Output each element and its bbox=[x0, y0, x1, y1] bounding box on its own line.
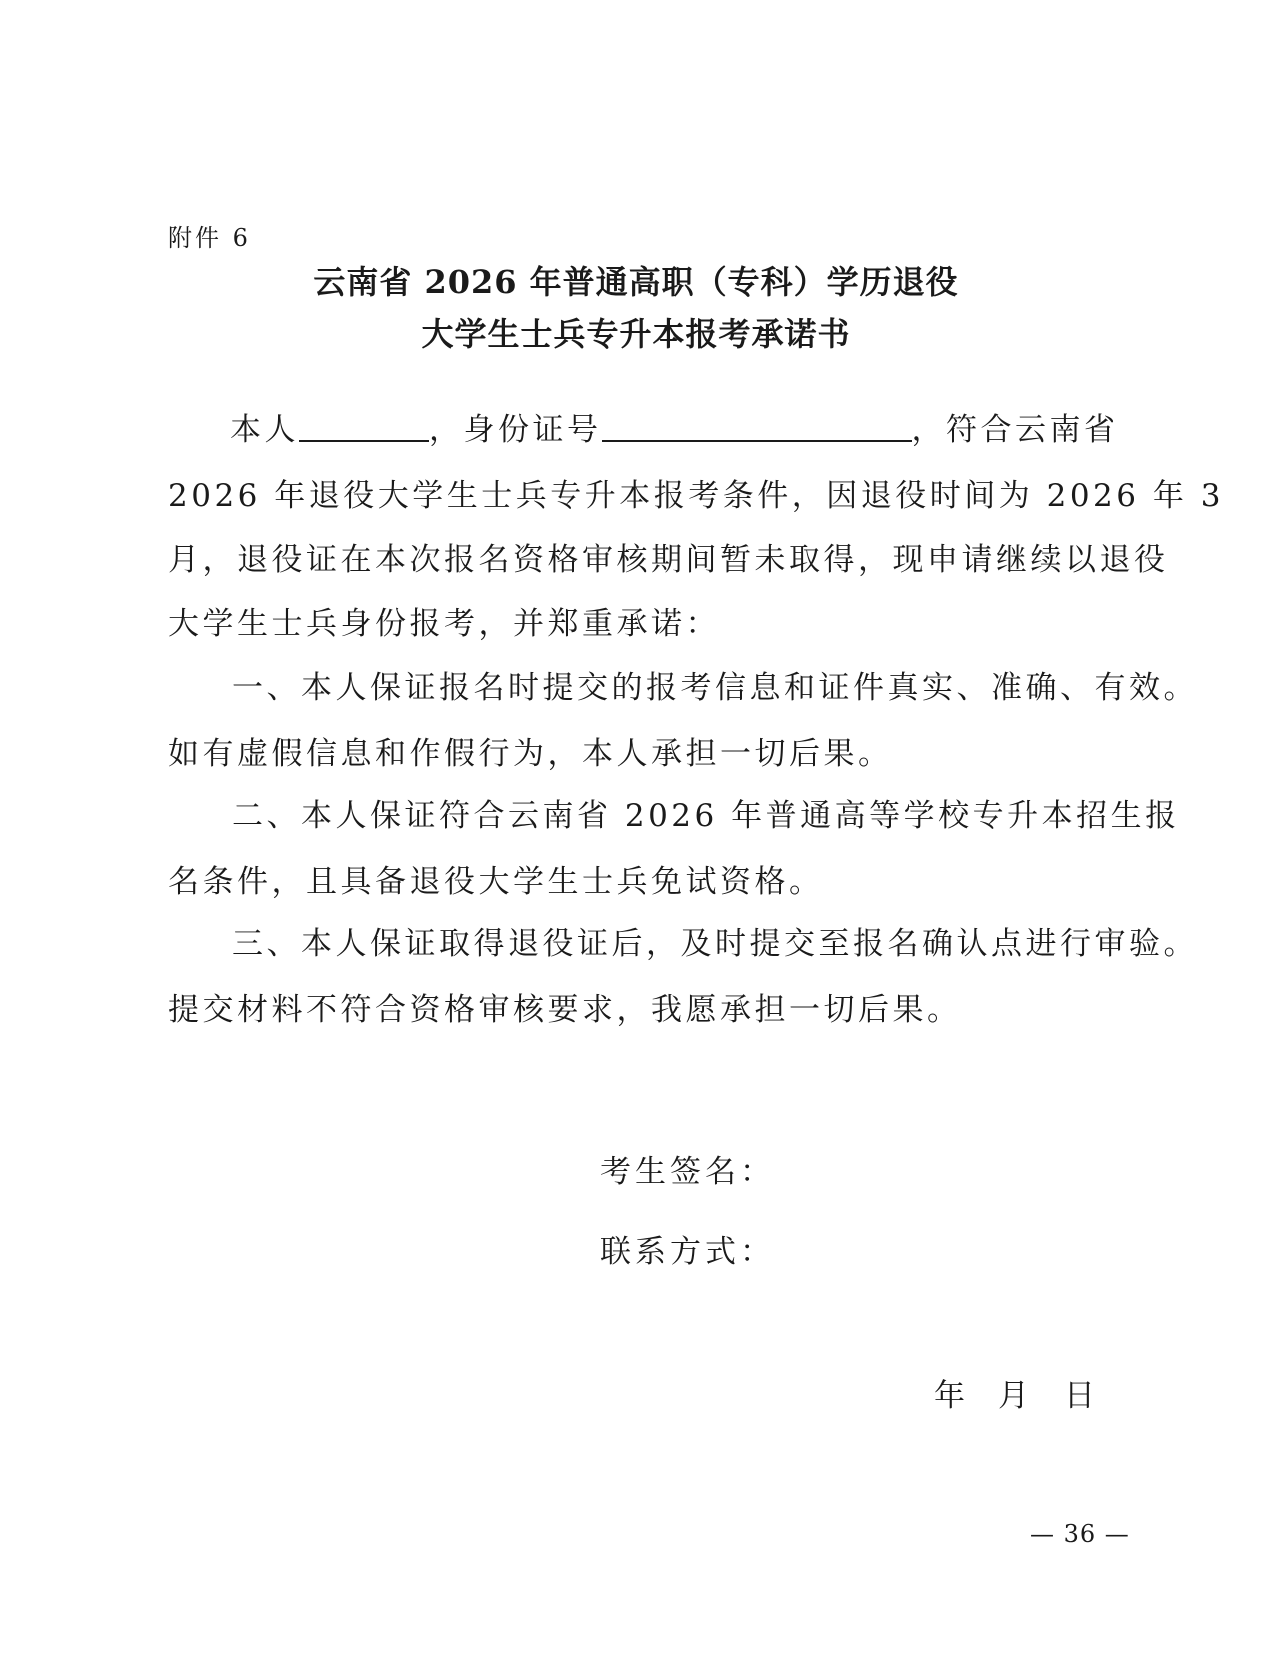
intro-mid: ，身份证号 bbox=[429, 412, 602, 448]
date-day: 日 bbox=[1064, 1378, 1095, 1414]
attachment-label: 附件 6 bbox=[168, 224, 251, 252]
pledge-2-line-2: 名条件，且具备退役大学生士兵免试资格。 bbox=[168, 864, 824, 900]
pledge-3-line-1: 三、本人保证取得退役证后，及时提交至报名确认点进行审验。 bbox=[232, 926, 1198, 962]
intro-line-2: 2026 年退役大学生士兵专升本报考条件，因退役时间为 2026 年 3 bbox=[168, 478, 1224, 514]
pledge-1-line-2: 如有虚假信息和作假行为，本人承担一切后果。 bbox=[168, 736, 893, 772]
title-line-2: 大学生士兵专升本报考承诺书 bbox=[421, 315, 851, 353]
contact-label: 联系方式： bbox=[600, 1234, 775, 1270]
pledge-3-line-2: 提交材料不符合资格审核要求，我愿承担一切后果。 bbox=[168, 992, 962, 1028]
intro-line-4: 大学生士兵身份报考，并郑重承诺： bbox=[168, 606, 720, 642]
id-number-blank bbox=[602, 410, 912, 442]
pledge-1-line-1: 一、本人保证报名时提交的报考信息和证件真实、准确、有效。 bbox=[232, 670, 1198, 706]
pledge-2-line-1: 二、本人保证符合云南省 2026 年普通高等学校专升本招生报 bbox=[232, 798, 1180, 834]
intro-line-3: 月，退役证在本次报名资格审核期间暂未取得，现申请继续以退役 bbox=[168, 542, 1169, 578]
name-blank bbox=[299, 410, 429, 442]
page-number: — 36 — bbox=[1030, 1520, 1130, 1548]
date-year: 年 bbox=[934, 1378, 965, 1414]
intro-line-1 bbox=[168, 408, 1120, 452]
signature-label: 考生签名： bbox=[600, 1154, 775, 1190]
intro-prefix: 本人 bbox=[230, 412, 299, 448]
intro-suffix: ，符合云南省 bbox=[911, 412, 1119, 448]
date-month: 月 bbox=[998, 1378, 1029, 1414]
title-line-1: 云南省 2026 年普通高职（专科）学历退役 bbox=[313, 263, 959, 301]
